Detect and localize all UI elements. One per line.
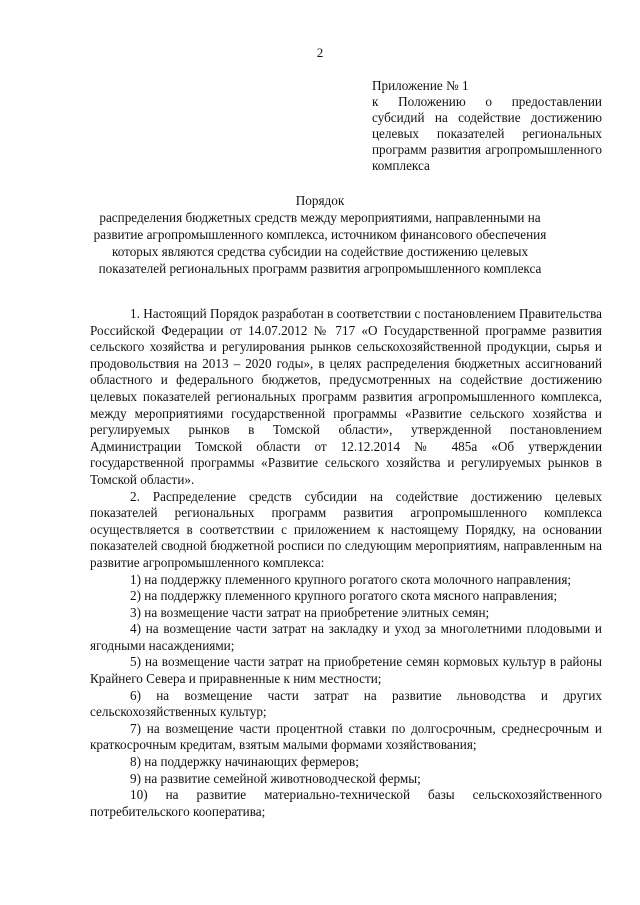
list-item: 9) на развитие семейной животноводческой фермы; [130,770,421,786]
list-item: 1) на поддержку племенного крупного рогатого скота молочного направления; [130,571,572,587]
list-item: 7) на возмещение части процентной ставки по долгосрочным, среднесрочным и краткосрочным кредитам, взятым малыми формами хозяйствования; [90,720,602,753]
heading-subtitle: распределения бюджетных средств между мероприятиями, направленными на развитие агропромышленного комплекса, источником финансового обеспечения которых являются средства субсидии на содействие достижению целевых показателей региональных программ развития агропромышленного комплекса [93,210,547,276]
paragraph-1: 1. Настоящий Порядок разработан в соответствии с постановлением Правительства Российской Федерации от 14.07.2012 № 717 «О Государственной программе развития сельского хозяйства и регулирования рынков сельскохозяйственной продукции, сырья и продовольствия на 2013 – 2020 годы», в целях распределения бюджетных ассигнований областного и федерального бюджетов, предусмотренных на содействие достижению целевых показателей региональных программ развития агропромышленного комплекса, между мероприятиями государственной программы «Развитие сельского хозяйства и регулируемых рынков в Томской области», утвержденной постановлением Администрации Томской области от 12.12.2014 № 485а «Об утверждении государственной программы «Развитие сельского хозяйства и регулируемых рынков в Томской области». [90,306,602,487]
document-heading [90,192,550,277]
list-item: 10) на развитие материально-технической базы сельскохозяйственного потребительского кооператива; [90,787,602,819]
list-item: 5) на возмещение части затрат на приобретение семян кормовых культур в районы Крайнего Севера и приравненные к ним местности; [90,654,602,687]
list-item: 6) на возмещение части затрат на развитие льноводства и других сельскохозяйственных культур; [90,687,602,720]
appendix-block [372,78,602,174]
list-item: 3) на возмещение части затрат на приобретение элитных семян; [130,604,490,620]
appendix-title: Приложение № 1 [372,78,469,93]
paragraph-2: 2. Распределение средств субсидии на содействие достижению целевых показателей региональных программ развития агропромышленного комплекса осуществляется в соответствии с приложением к настоящему Порядку, на основании показателей сводной бюджетной росписи по следующим мероприятиям, направленным на развитие агропромышленного комплекса: [90,488,602,570]
list-item: 2) на поддержку племенного крупного рогатого скота мясного направления; [130,588,558,604]
list-item: 4) на возмещение части затрат на закладку и уход за многолетними плодовыми и ягодными насаждениями; [90,621,602,653]
list-item: 8) на поддержку начинающих фермеров; [130,754,359,770]
page-number: 2 [316,45,324,60]
document-body [90,306,602,820]
appendix-text: к Положению о предоставлении субсидий на содействие достижению целевых показателей региональных программ развития агропромышленного комплекса [372,94,602,173]
heading-title: Порядок [295,193,345,208]
